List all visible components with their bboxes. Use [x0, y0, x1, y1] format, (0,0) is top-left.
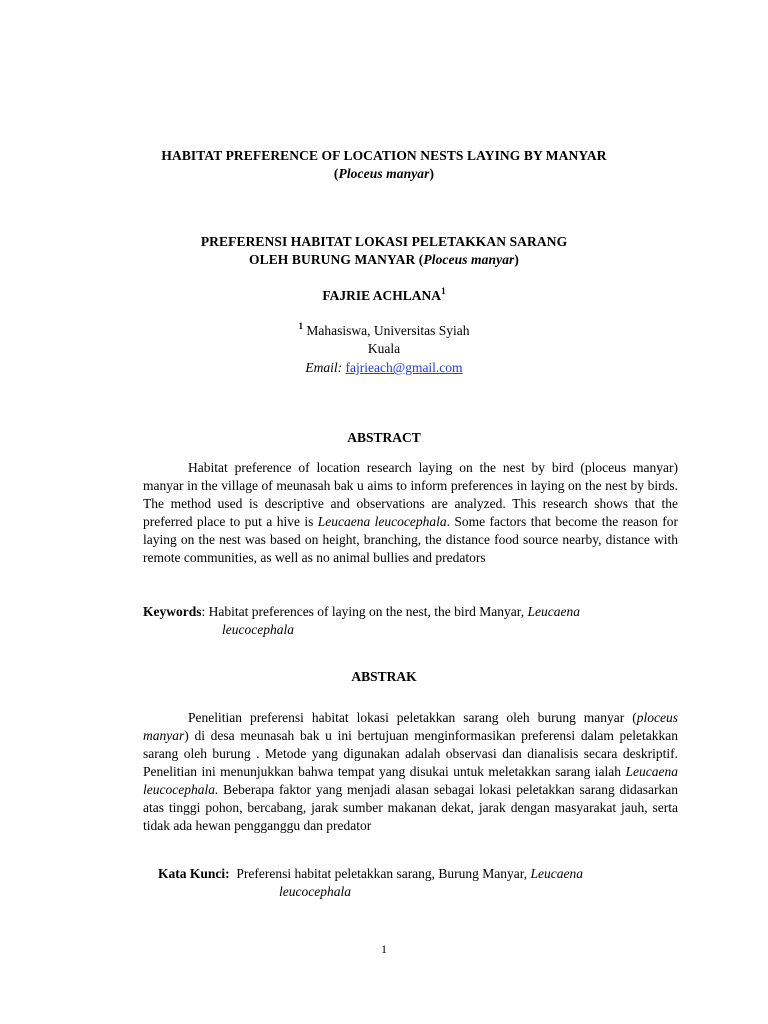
title-en-line1: HABITAT PREFERENCE OF LOCATION NESTS LAYING BY MANYAR	[161, 148, 607, 163]
abstract-paragraph: Habitat preference of location research laying on the nest by bird (ploceus manyar) manyar in the village of meunasah bak u aims to inform preferences in laying on the nest by birds. The method used is descriptive and observations are analyzed. This research shows that the preferred place to put a hive is Leucaena leucocephala. Some factors that become the reason for laying on the nest was based on height, branching, the distance food source nearby, distance with remote communities, as well as no animal bullies and predators	[143, 460, 678, 565]
kata-kunci-label: Kata Kunci:	[158, 866, 230, 881]
keywords-line: Keywords: Habitat preferences of laying on the nest, the bird Manyar, Leucaena	[143, 604, 580, 619]
email-label: Email:	[305, 360, 343, 375]
abstrak-heading: ABSTRAK	[351, 669, 417, 684]
author-name: FAJRIE ACHLANA$^1$	[322, 286, 446, 303]
abstract-heading: ABSTRACT	[347, 430, 421, 445]
keywords-label: Keywords	[143, 604, 202, 619]
affiliation-line1: $^1$ Mahasiswa, Universitas Syiah	[298, 321, 470, 338]
kata-kunci-line2: leucocephala	[279, 884, 351, 899]
page-number: 1	[381, 942, 387, 956]
email-line	[0, 360, 768, 376]
title-id-line1: PREFERENSI HABITAT LOKASI PELETAKKAN SARANG	[200, 234, 568, 249]
abstrak-paragraph: Penelitian preferensi habitat lokasi peletakkan sarang oleh burung manyar (ploceus manyar) di desa meunasah bak u ini bertujuan menginformasikan preferensi dalam peletakkan sarang oleh burung . Metode yang digunakan adalah observasi dan dianalisis secara deskriptif. Penelitian ini menunjukkan bahwa tempat yang disukai untuk meletakkan sarang ialah Leucaena leucocephala. Beberapa faktor yang menjadi alasan sebagai lokasi peletakkan sarang didasarkan atas tinggi pohon, bercabang, jarak sumber makanan dekat, jarak dengan masyarakat jauh, serta tidak ada hewan pengganggu dan predator	[143, 710, 678, 833]
kata-kunci-line: Kata Kunci: Preferensi habitat peletakkan sarang, Burung Manyar, Leucaena	[158, 866, 583, 881]
title-id-species: Ploceus manyar	[423, 252, 515, 267]
title-id-line2: OLEH BURUNG MANYAR (Ploceus manyar)	[248, 252, 520, 267]
title-en-line2: (Ploceus manyar)	[333, 166, 435, 181]
email-link[interactable]: fajrieach@gmail.com	[345, 360, 463, 375]
affiliation-line2: Kuala	[367, 341, 401, 356]
keywords-line2: leucocephala	[222, 622, 294, 637]
title-en-species: Ploceus manyar	[338, 166, 430, 181]
